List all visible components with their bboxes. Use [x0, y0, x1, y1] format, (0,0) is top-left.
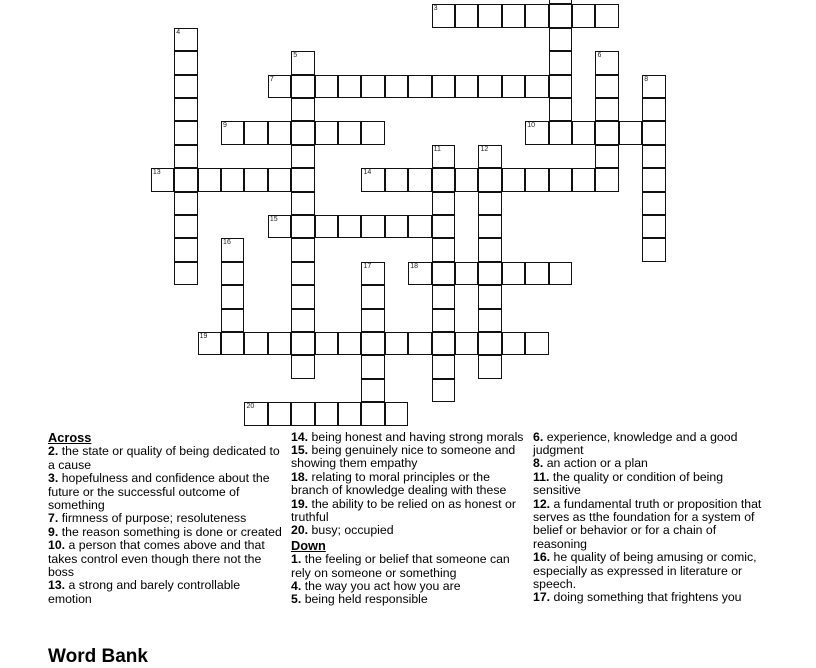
grid-cell[interactable] [291, 285, 314, 308]
clue-across-14: 14. being honest and having strong morals [291, 429, 524, 444]
grid-cell[interactable] [549, 51, 572, 74]
cell-number: 19 [199, 332, 208, 340]
grid-cell[interactable] [595, 4, 618, 27]
grid-cell[interactable] [315, 75, 338, 98]
grid-cell[interactable] [291, 238, 314, 261]
grid-cell[interactable] [174, 121, 197, 144]
grid-cell[interactable] [151, 168, 174, 191]
grid-cell[interactable] [291, 98, 314, 121]
grid-cell[interactable] [642, 121, 665, 144]
grid-cell[interactable] [198, 168, 221, 191]
grid-cell[interactable] [385, 402, 408, 425]
grid-cell[interactable] [525, 168, 548, 191]
cell-number: 6 [597, 52, 602, 60]
grid-cell[interactable] [478, 4, 501, 27]
clue-across-18: 18. relating to moral principles or the branch of knowledge dealing with these [291, 469, 507, 498]
grid-cell[interactable] [525, 4, 548, 27]
grid-cell[interactable] [642, 145, 665, 168]
grid-cell[interactable] [361, 355, 384, 378]
grid-cell[interactable] [549, 121, 572, 144]
grid-cell[interactable] [291, 51, 314, 74]
cell-number: 4 [176, 28, 181, 36]
grid-cell[interactable] [408, 168, 431, 191]
word-bank-heading: Word Bank [48, 646, 148, 667]
grid-cell[interactable] [291, 215, 314, 238]
grid-cell[interactable] [174, 98, 197, 121]
grid-cell[interactable] [361, 379, 384, 402]
grid-cell[interactable] [525, 262, 548, 285]
grid-cell[interactable] [478, 262, 501, 285]
grid-cell[interactable] [268, 332, 291, 355]
grid-cell[interactable] [291, 262, 314, 285]
grid-cell[interactable] [455, 4, 478, 27]
grid-cell[interactable] [338, 215, 361, 238]
grid-cell[interactable] [432, 215, 455, 238]
grid-cell[interactable] [361, 285, 384, 308]
grid-cell[interactable] [432, 238, 455, 261]
grid-cell[interactable] [315, 121, 338, 144]
grid-cell[interactable] [361, 168, 384, 191]
grid-cell[interactable] [174, 168, 197, 191]
grid-cell[interactable] [432, 145, 455, 168]
grid-cell[interactable] [572, 121, 595, 144]
grid-cell[interactable] [408, 262, 431, 285]
across-heading: Across [48, 430, 92, 445]
grid-cell[interactable] [502, 332, 525, 355]
grid-cell[interactable] [478, 332, 501, 355]
grid-cell[interactable] [385, 215, 408, 238]
grid-cell[interactable] [478, 75, 501, 98]
grid-cell[interactable] [221, 285, 244, 308]
grid-cell[interactable] [291, 75, 314, 98]
grid-cell[interactable] [315, 402, 338, 425]
grid-cell[interactable] [268, 121, 291, 144]
clue-down-6: 6. experience, knowledge and a good judgment [533, 429, 738, 457]
cell-number: 12 [480, 145, 489, 153]
grid-cell[interactable] [338, 121, 361, 144]
clue-down-17: 17. doing something that frightens you [533, 590, 742, 605]
grid-cell[interactable] [502, 75, 525, 98]
grid-cell[interactable] [198, 332, 221, 355]
clue-across-13: 13. a strong and barely controllable emotion [48, 578, 241, 606]
grid-cell[interactable] [549, 98, 572, 121]
grid-cell[interactable] [174, 75, 197, 98]
clues-column-3 [533, 430, 773, 605]
clue-across-15: 15. being genuinely nice to someone and showing them empathy [291, 442, 516, 471]
grid-cell[interactable] [291, 168, 314, 191]
grid-cell[interactable] [642, 98, 665, 121]
grid-cell[interactable] [502, 4, 525, 27]
grid-cell[interactable] [432, 262, 455, 285]
clue-down-5: 5. being held responsible [291, 592, 428, 607]
cell-number: 13 [152, 169, 161, 177]
grid-cell[interactable] [291, 121, 314, 144]
clue-down-16: 16. he quality of being amusing or comic, especially as expressed in literature or speech. [533, 550, 757, 591]
grid-cell[interactable] [478, 215, 501, 238]
grid-cell[interactable] [455, 332, 478, 355]
cell-number: 18 [410, 262, 419, 270]
grid-cell[interactable] [221, 262, 244, 285]
grid-cell[interactable] [268, 215, 291, 238]
cell-number: 11 [433, 145, 441, 153]
cell-number: 3 [433, 5, 438, 13]
grid-cell[interactable] [174, 51, 197, 74]
grid-cell[interactable] [432, 355, 455, 378]
grid-cell[interactable] [642, 238, 665, 261]
cell-number: 17 [363, 262, 372, 270]
grid-cell[interactable] [244, 332, 267, 355]
cell-number: 14 [363, 169, 372, 177]
grid-cell[interactable] [572, 168, 595, 191]
grid-cell[interactable] [244, 168, 267, 191]
grid-cell[interactable] [361, 262, 384, 285]
grid-cell[interactable] [174, 215, 197, 238]
grid-cell[interactable] [174, 192, 197, 215]
clue-across-2: 2. the state or quality of being dedicated to a cause [48, 444, 280, 472]
grid-cell[interactable] [478, 309, 501, 332]
clue-across-19: 19. the ability to be relied on as honest or truthful [291, 496, 516, 524]
cell-number: 10 [527, 122, 536, 130]
grid-cell[interactable] [361, 121, 384, 144]
clue-across-7: 7. firmness of purpose; resoluteness [48, 511, 247, 526]
grid-cell[interactable] [361, 75, 384, 98]
grid-cell[interactable] [595, 98, 618, 121]
grid-cell[interactable] [478, 355, 501, 378]
grid-cell[interactable] [455, 262, 478, 285]
grid-cell[interactable] [502, 168, 525, 191]
grid-cell[interactable] [361, 402, 384, 425]
grid-cell[interactable] [221, 121, 244, 144]
grid-cell[interactable] [315, 215, 338, 238]
clue-down-11: 11. the quality or condition of being sensitive [533, 469, 724, 498]
grid-cell[interactable] [525, 332, 548, 355]
grid-cell[interactable] [244, 402, 267, 425]
grid-cell[interactable] [478, 192, 501, 215]
grid-cell[interactable] [642, 215, 665, 238]
clue-down-12: 12. a fundamental truth or proposition that serves as tthe foundation for a system of belief or behavior or for a chain of reasoning [533, 496, 762, 551]
grid-cell[interactable] [338, 75, 361, 98]
grid-cell[interactable] [385, 168, 408, 191]
grid-cell[interactable] [595, 51, 618, 74]
grid-cell[interactable] [455, 75, 478, 98]
grid-cell[interactable] [549, 28, 572, 51]
grid-cell[interactable] [268, 402, 291, 425]
grid-cell[interactable] [572, 4, 595, 27]
clue-across-9: 9. the reason something is done or created [48, 524, 282, 539]
grid-cell[interactable] [549, 75, 572, 98]
grid-cell[interactable] [385, 75, 408, 98]
grid-cell[interactable] [478, 168, 501, 191]
grid-cell[interactable] [408, 332, 431, 355]
cell-number: 5 [293, 52, 298, 60]
grid-cell[interactable] [525, 121, 548, 144]
grid-cell[interactable] [315, 332, 338, 355]
grid-cell[interactable] [361, 332, 384, 355]
grid-cell[interactable] [291, 402, 314, 425]
grid-cell[interactable] [221, 309, 244, 332]
grid-cell[interactable] [174, 28, 197, 51]
grid-cell[interactable] [432, 332, 455, 355]
grid-cell[interactable] [291, 309, 314, 332]
grid-cell[interactable] [432, 75, 455, 98]
grid-cell[interactable] [432, 192, 455, 215]
grid-cell[interactable] [642, 192, 665, 215]
grid-cell[interactable] [268, 168, 291, 191]
clues-column-1 [48, 430, 283, 606]
grid-cell[interactable] [549, 262, 572, 285]
grid-cell[interactable] [432, 309, 455, 332]
grid-cell[interactable] [221, 332, 244, 355]
clue-down-1: 1. the feeling or belief that someone can rely on someone or something [291, 552, 510, 580]
grid-cell[interactable] [595, 121, 618, 144]
grid-cell[interactable] [549, 4, 572, 27]
clue-across-20: 20. busy; occupied [291, 523, 394, 538]
grid-cell[interactable] [338, 332, 361, 355]
grid-cell[interactable] [432, 168, 455, 191]
cell-number: 20 [246, 403, 255, 411]
grid-cell[interactable] [244, 121, 267, 144]
cell-number: 7 [269, 75, 274, 83]
grid-cell[interactable] [221, 238, 244, 261]
clue-down-4: 4. the way you act how you are [291, 578, 461, 593]
grid-cell[interactable] [174, 262, 197, 285]
grid-cell[interactable] [595, 145, 618, 168]
cell-number: 16 [223, 239, 231, 247]
grid-cell[interactable] [595, 75, 618, 98]
clues-column-2 [291, 430, 526, 607]
grid-cell[interactable] [525, 75, 548, 98]
grid-cell[interactable] [361, 215, 384, 238]
grid-cell[interactable] [642, 168, 665, 191]
cell-number: 9 [223, 122, 227, 130]
clue-across-10: 10. a person that comes above and that takes control even though there not the boss [48, 538, 265, 580]
grid-cell[interactable] [432, 285, 455, 308]
grid-cell[interactable] [291, 192, 314, 215]
grid-cell[interactable] [268, 75, 291, 98]
grid-cell[interactable] [174, 238, 197, 261]
grid-cell[interactable] [221, 168, 244, 191]
grid-cell[interactable] [455, 168, 478, 191]
clue-down-8: 8. an action or a plan [533, 456, 648, 471]
grid-cell[interactable] [291, 355, 314, 378]
grid-cell[interactable] [361, 309, 384, 332]
grid-cell[interactable] [291, 145, 314, 168]
grid-cell[interactable] [338, 402, 361, 425]
cell-number: 15 [269, 215, 278, 223]
grid-cell[interactable] [478, 145, 501, 168]
grid-cell[interactable] [619, 121, 642, 144]
cell-number: 8 [644, 75, 649, 83]
grid-cell[interactable] [385, 332, 408, 355]
grid-cell[interactable] [432, 4, 455, 27]
grid-cell[interactable] [642, 75, 665, 98]
grid-cell[interactable] [408, 75, 431, 98]
grid-cell[interactable] [432, 379, 455, 402]
grid-cell[interactable] [549, 168, 572, 191]
grid-cell[interactable] [174, 145, 197, 168]
down-heading: Down [291, 537, 326, 553]
grid-cell[interactable] [478, 285, 501, 308]
grid-cell[interactable] [291, 332, 314, 355]
grid-cell[interactable] [595, 168, 618, 191]
grid-cell[interactable] [502, 262, 525, 285]
grid-cell[interactable] [408, 215, 431, 238]
clue-across-3: 3. hopefulness and confidence about the future or the successful outcome of something [48, 471, 270, 513]
grid-cell[interactable] [478, 238, 501, 261]
